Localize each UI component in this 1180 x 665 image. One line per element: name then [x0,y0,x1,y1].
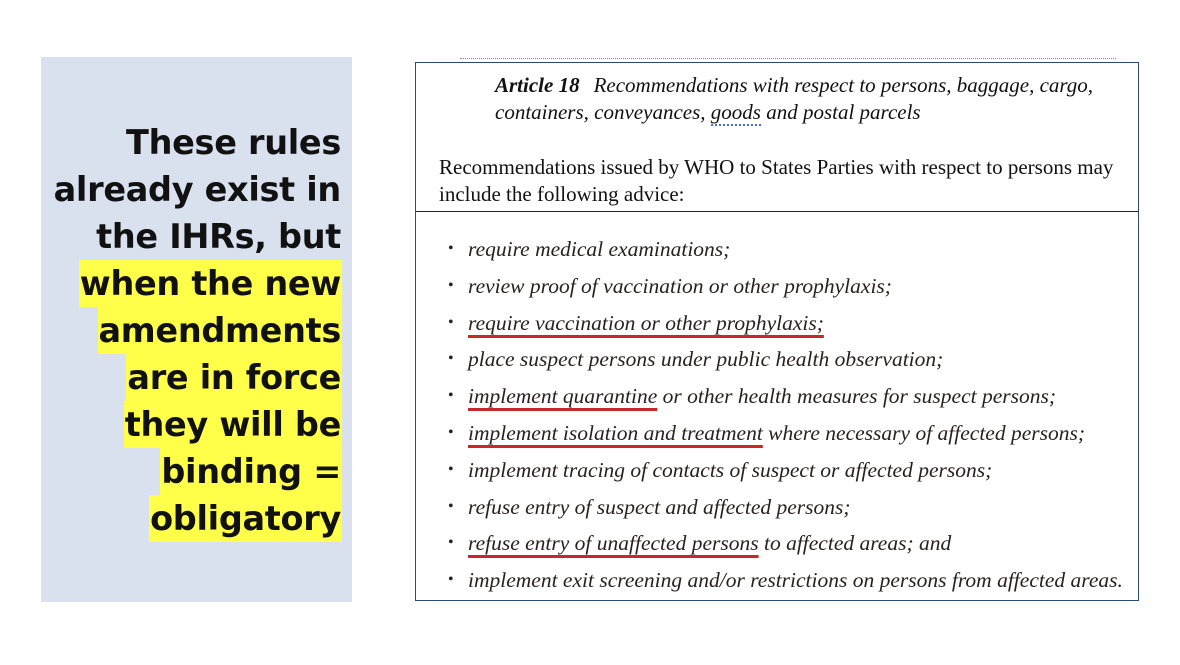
left-line-1: already exist in [53,170,341,209]
intro-line-1: Recommendations issued by WHO to States Parties with respect to persons may [439,155,1114,179]
left-line-2: the IHRs, but [96,217,341,256]
bullet-icon: • [448,387,454,405]
list-item [446,378,1136,415]
article-title-goods: goods [710,100,761,124]
item-underlined-text: implement quarantine [468,384,658,409]
intro-paragraph [439,154,1139,208]
list-item [446,489,1136,526]
article-header [416,63,1138,212]
left-line-5: are in force [126,354,342,401]
item-underlined-text: implement isolation and treatment [468,420,763,445]
bullet-icon: • [448,313,454,331]
list-item [446,525,1136,562]
list-item [446,415,1136,452]
list-item [446,562,1136,599]
article-number: Article 18 [495,73,580,97]
article-title [495,72,1135,126]
item-text: implement exit screening and/or restrictions on persons from affected areas. [468,568,1123,593]
list-item [446,268,1136,305]
article-title-line2-end: and postal parcels [760,100,921,124]
bullet-icon: • [448,460,454,478]
item-text: review proof of vaccination or other prophylaxis; [468,273,892,298]
bullet-icon: • [448,534,454,552]
bullet-icon: • [448,350,454,368]
item-text: place suspect persons under public health observation; [468,347,944,372]
item-text: to affected areas; and [758,531,952,556]
left-line-3: when the new [79,260,342,307]
left-panel [41,57,352,602]
list-item [446,231,1136,268]
item-text: require medical examinations; [468,237,731,261]
article-title-line1: Recommendations with respect to persons, baggage, cargo, [593,73,1094,97]
bullet-icon: • [448,240,454,257]
document-top-divider [460,58,1116,59]
bullet-icon: • [448,497,454,515]
item-text: implement tracing of contacts of suspect or affected persons; [468,457,993,482]
item-text: where necessary of affected persons; [762,420,1086,445]
left-line-0: These rules [126,123,341,162]
item-underlined-text: refuse entry of unaffected persons [468,531,759,556]
left-line-7: binding = [160,448,342,495]
list-item [446,452,1136,489]
item-text: or other health measures for suspect persons; [657,384,1057,409]
recommendation-list [446,231,1136,599]
bullet-icon: • [448,571,454,589]
left-panel-text [42,119,342,542]
list-item [446,341,1136,378]
article-title-line2-start: containers, conveyances, [495,100,711,124]
document-excerpt [415,62,1139,601]
bullet-icon: • [448,423,454,441]
item-underlined-text: require vaccination or other prophylaxis; [468,310,824,335]
item-text: refuse entry of suspect and affected persons; [468,494,851,519]
left-line-4: amendments [98,307,343,354]
list-item [446,305,1136,342]
intro-line-2: include the following advice: [439,182,685,206]
left-line-6: they will be [124,401,342,448]
bullet-icon: • [448,276,454,294]
left-line-8: obligatory [149,495,342,542]
